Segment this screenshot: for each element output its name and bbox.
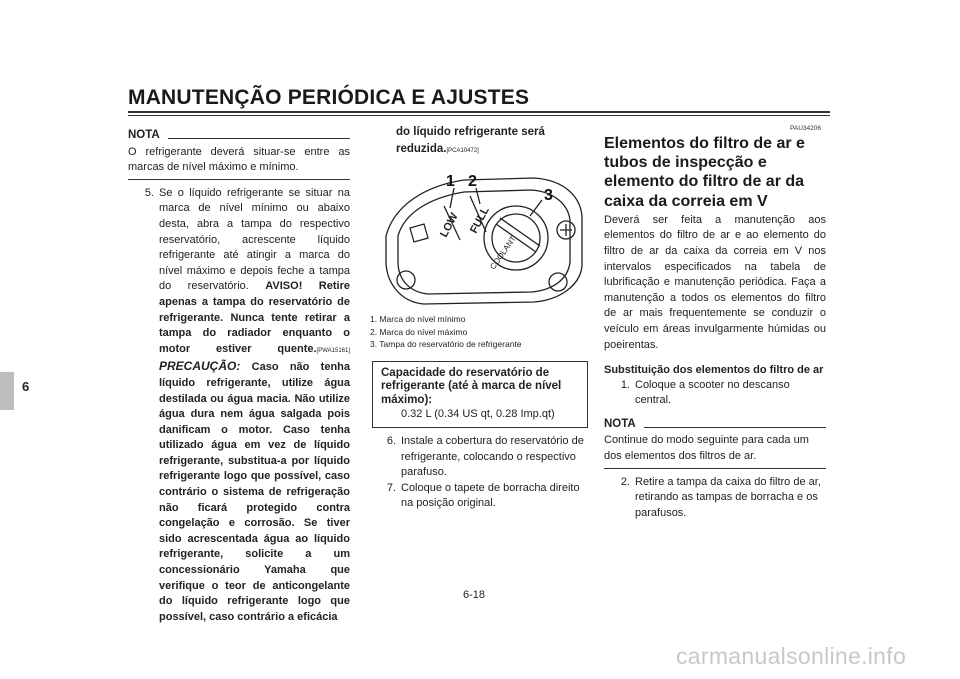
callout-1: 1 <box>446 173 455 190</box>
callout-2: 2 <box>468 173 477 190</box>
nota-text: O refrigerante deverá situar-se entre as marcas de nível máximo e mínimo. <box>128 145 350 174</box>
nota-text-2: Continue do modo seguinte para cada um dos elementos dos filtros de ar. <box>604 434 809 463</box>
nota-rule <box>644 427 826 428</box>
coolant-reservoir-figure <box>384 166 584 306</box>
watermark: carmanualsonline.info <box>676 643 907 669</box>
spec-label: Capacidade do reservatório de refrigerante (até à marca de nível máximo): <box>381 367 562 406</box>
header-rule-thin <box>128 115 830 116</box>
leader-line-1 <box>450 188 454 208</box>
caption-2: 2. Marca do nível máximo <box>370 326 468 337</box>
subsection-heading: Substituição dos elementos do filtro de ar <box>604 364 824 377</box>
callout-3: 3 <box>544 187 553 204</box>
nota-label: NOTA <box>604 417 636 430</box>
step-text: Retire a tampa da caixa do filtro de ar, retirando as tampas de borracha e os parafusos. <box>635 475 821 519</box>
page-number: 6-18 <box>463 589 486 601</box>
header-rule-thick <box>128 111 830 113</box>
step-2 <box>604 475 826 522</box>
nota-rule <box>168 138 350 139</box>
caption-1: 1. Marca do nível mínimo <box>370 314 466 324</box>
leader-line-2 <box>476 188 480 204</box>
step-6 <box>370 434 588 481</box>
continued-warning-text: do líquido refrigerante será reduzida. <box>396 126 545 155</box>
step-number: 6. <box>386 435 396 447</box>
spec-box <box>372 361 588 428</box>
step-5 <box>128 186 350 626</box>
precaucao-text: Caso não tenha líquido refrigerante, utilize água destilada ou água macia. Não utilize água dura nem água salgada pois danificam o motor. Caso tenha utilizado água em vez de líquido refrigerante, substitua-a por líquido refrigerante logo que possível, caso contrário o sistema de refrigeração não ficará protegido contra congelação e corrosão. Se tiver sido acrescentada água ao líquido refrigerante, solicite a um concessionário Yamaha que verifique o teor de anticongelante do líquido refrigerante logo que possível, caso contrário a eficácia <box>159 361 351 623</box>
continued-warning-code: [PCA10472] <box>446 148 479 154</box>
aviso-text: AVISO! Retire apenas a tampa do reservatório de refrigerante. Nunca tente retirar a tampa do radiador enquanto o motor estiver quente. <box>159 280 350 355</box>
fastener-left <box>410 224 428 242</box>
nota-end-rule-2 <box>604 468 826 469</box>
step-text: Coloque a scooter no descanso central. <box>635 378 790 407</box>
section-code: PAU34206 <box>790 125 821 132</box>
step-text: Coloque o tapete de borracha direito na posição original. <box>401 481 580 510</box>
step-1 <box>604 378 826 409</box>
continued-warning <box>370 124 588 160</box>
aviso-code: [PWA15161] <box>316 347 350 354</box>
caption-3: 3. Tampa do reservatório de refrigerante <box>370 339 522 350</box>
column-3 <box>604 124 826 521</box>
chapter-tab <box>0 372 14 410</box>
figure-captions <box>370 313 522 351</box>
step-number: 2. <box>620 475 630 488</box>
page-title: MANUTENÇÃO PERIÓDICA E AJUSTES <box>128 86 530 109</box>
column-2-steps <box>370 434 588 512</box>
low-label: LOW <box>438 211 461 240</box>
column-2 <box>370 124 588 160</box>
chapter-number: 6 <box>22 379 30 394</box>
column-1 <box>128 128 350 625</box>
nota-heading <box>128 128 350 144</box>
nota-label: NOTA <box>128 129 160 141</box>
step-number: 7. <box>386 481 396 494</box>
step-7 <box>370 481 588 512</box>
precaucao-label: PRECAUÇÃO: <box>159 359 241 374</box>
step-text: Instale a cobertura do reservatório de refrigerante, colocando o respectivo parafuso. <box>401 435 584 479</box>
step-text <box>159 186 350 626</box>
section-intro: Deverá ser feita a manutenção aos elementos do filtro de ar e ao elemento do filtro de ar da caixa da correia em V nos intervalos especificados na tabela de lubrificação e manutenção periódica. Faça a manutenção a todos os elementos do filtro de ar mais frequentemente se conduzir o veículo em áreas invulgarmente húmidas ou poeirentas. <box>604 213 826 351</box>
step-5-body: Se o líquido refrigerante se situar na marca de nível mínimo ou abaixo desta, abra a tampa do respectivo reservatório, acrescente líquido refrigerante até atingir a marca do nível máximo e depois feche a tampa do reservatório. <box>159 186 350 293</box>
step-number: 1. <box>620 378 630 391</box>
screw-bottom-left <box>397 271 415 289</box>
nota-end-rule <box>128 179 350 180</box>
spec-value: 0.32 L (0.34 US qt, 0.28 Imp.qt) <box>401 408 555 421</box>
cap-label: COOLANT <box>488 234 518 272</box>
section-heading: Elementos do filtro de ar e tubos de inspecção e elemento do filtro de ar da caixa da correia em V <box>604 135 805 210</box>
step-number: 5. <box>144 186 154 199</box>
full-label: FULL <box>468 204 492 236</box>
nota-heading-2 <box>604 417 826 433</box>
